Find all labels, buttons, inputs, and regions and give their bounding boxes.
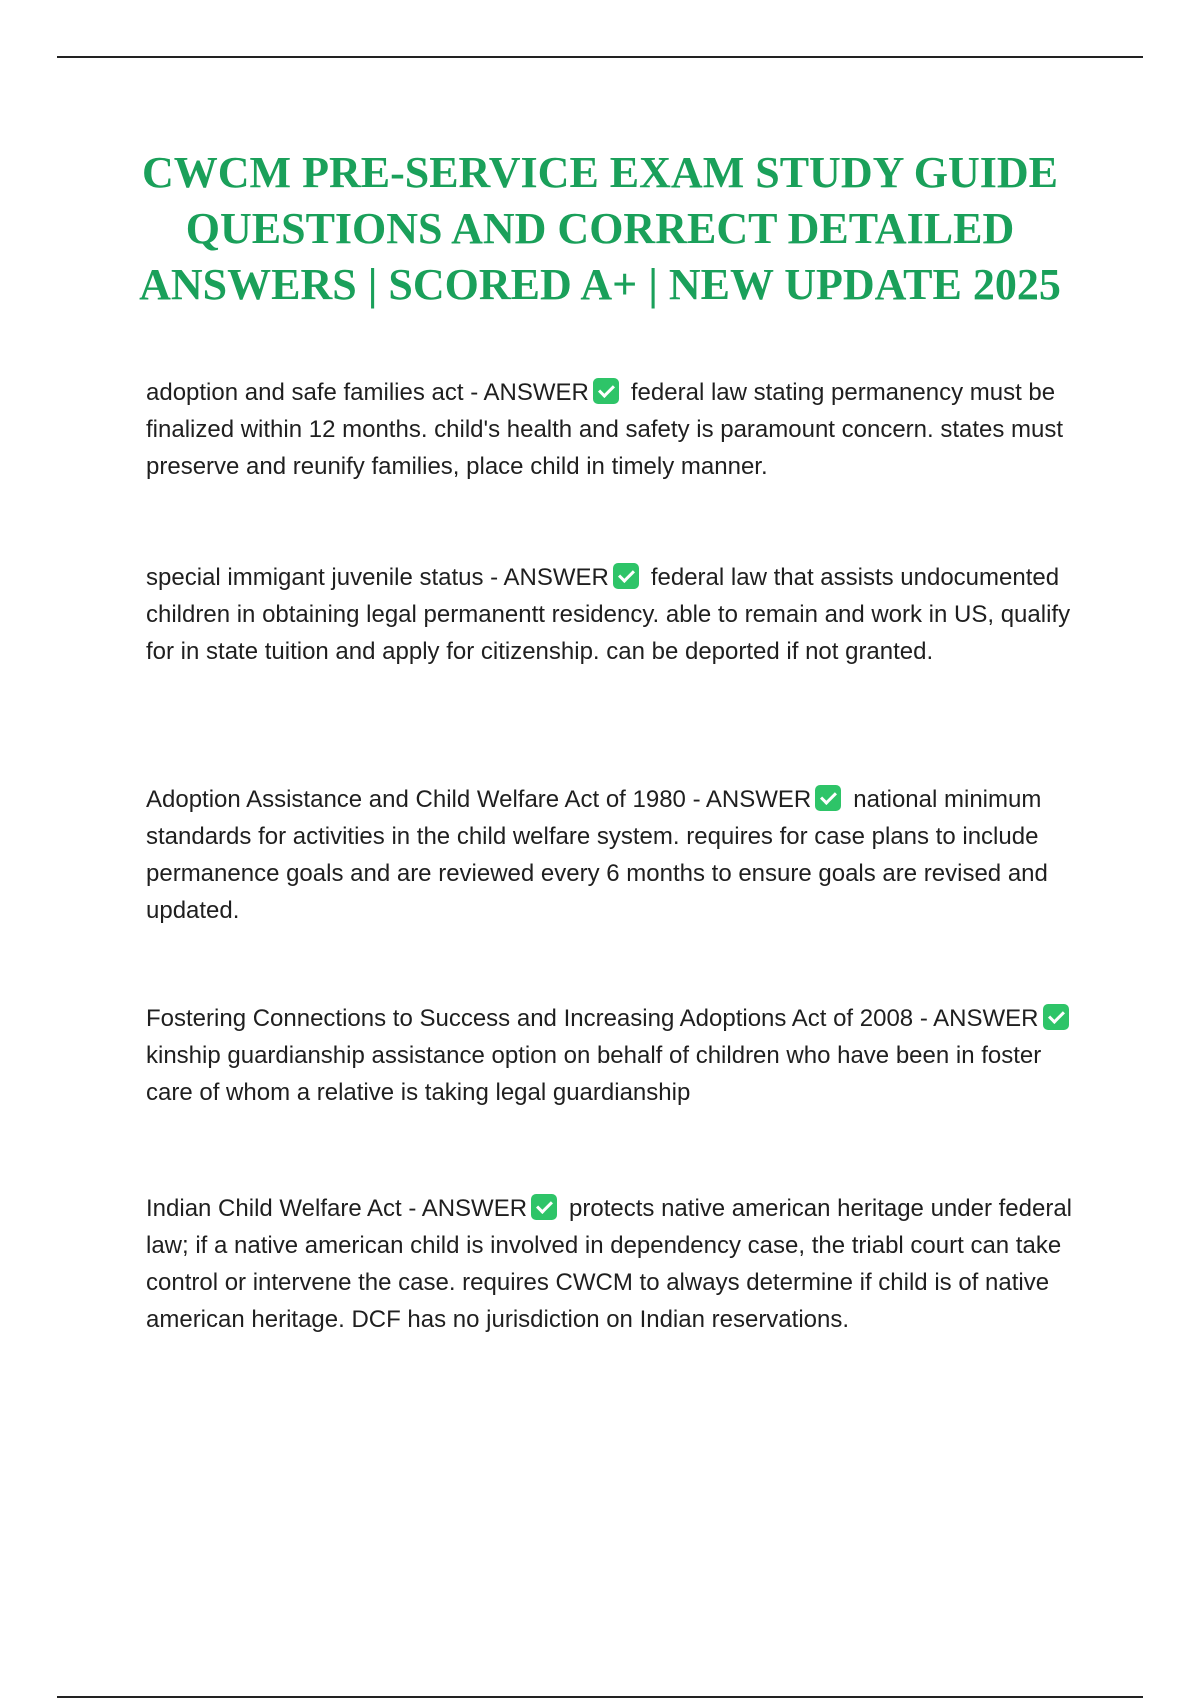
check-mark-icon (531, 1194, 557, 1220)
term: Fostering Connections to Success and Increasing Adoptions Act of 2008 - (146, 1005, 934, 1032)
title-line-1: CWCM PRE-SERVICE EXAM STUDY GUIDE (142, 148, 1058, 197)
answer-text: kinship guardianship assistance option on behalf of children who have been in foster care of whom a relative is taking legal guardianship (146, 1042, 1042, 1106)
term: Indian Child Welfare Act - (146, 1195, 422, 1222)
qa-entry-adoption-safe-families (146, 374, 1086, 485)
qa-entry-fostering-connections-2008 (146, 1000, 1086, 1111)
answer-label: ANSWER (933, 1005, 1039, 1032)
term: special immigant juvenile status - (146, 564, 504, 591)
term: Adoption Assistance and Child Welfare Act of 1980 - (146, 786, 706, 813)
document-title (100, 145, 1100, 313)
title-line-2: QUESTIONS AND CORRECT DETAILED (185, 204, 1015, 253)
check-mark-icon (613, 563, 639, 589)
title-line-3: ANSWERS | SCORED A+ | NEW UPDATE 2025 (139, 260, 1061, 309)
answer-label: ANSWER (503, 564, 609, 591)
qa-entry-adoption-assistance-1980 (146, 781, 1086, 929)
answer-label: ANSWER (483, 379, 589, 406)
answer-text: protects native american heritage under federal law; if a native american child is involved in dependency case, the triabl court can take control or intervene the case. requires CWCM to always determine if child is of native american heritage. DCF has no jurisdiction on Indian reservations. (146, 1195, 1073, 1333)
answer-text: federal law that assists undocumented children in obtaining legal permanentt residency. able to remain and work in US, qualify for in state tuition and apply for citizenship. can be deported if not granted. (146, 564, 1071, 665)
check-mark-icon (593, 378, 619, 404)
qa-entry-special-immigrant-juvenile (146, 559, 1086, 670)
answer-text: federal law stating permanency must be finalized within 12 months. child's health and safety is paramount concern. states must preserve and reunify families, place child in timely manner. (146, 379, 1064, 480)
qa-entry-indian-child-welfare (146, 1190, 1086, 1338)
bottom-divider (57, 1696, 1143, 1698)
check-mark-icon (1043, 1004, 1069, 1030)
top-divider (57, 56, 1143, 58)
answer-label: ANSWER (705, 786, 812, 813)
term: adoption and safe families act - (146, 379, 484, 406)
answer-text: national minimum standards for activities in the child welfare system. requires for case plans to include permanence goals and are reviewed every 6 months to ensure goals are revised and updated. (146, 786, 1048, 924)
answer-label: ANSWER (421, 1195, 528, 1222)
check-mark-icon (815, 785, 841, 811)
